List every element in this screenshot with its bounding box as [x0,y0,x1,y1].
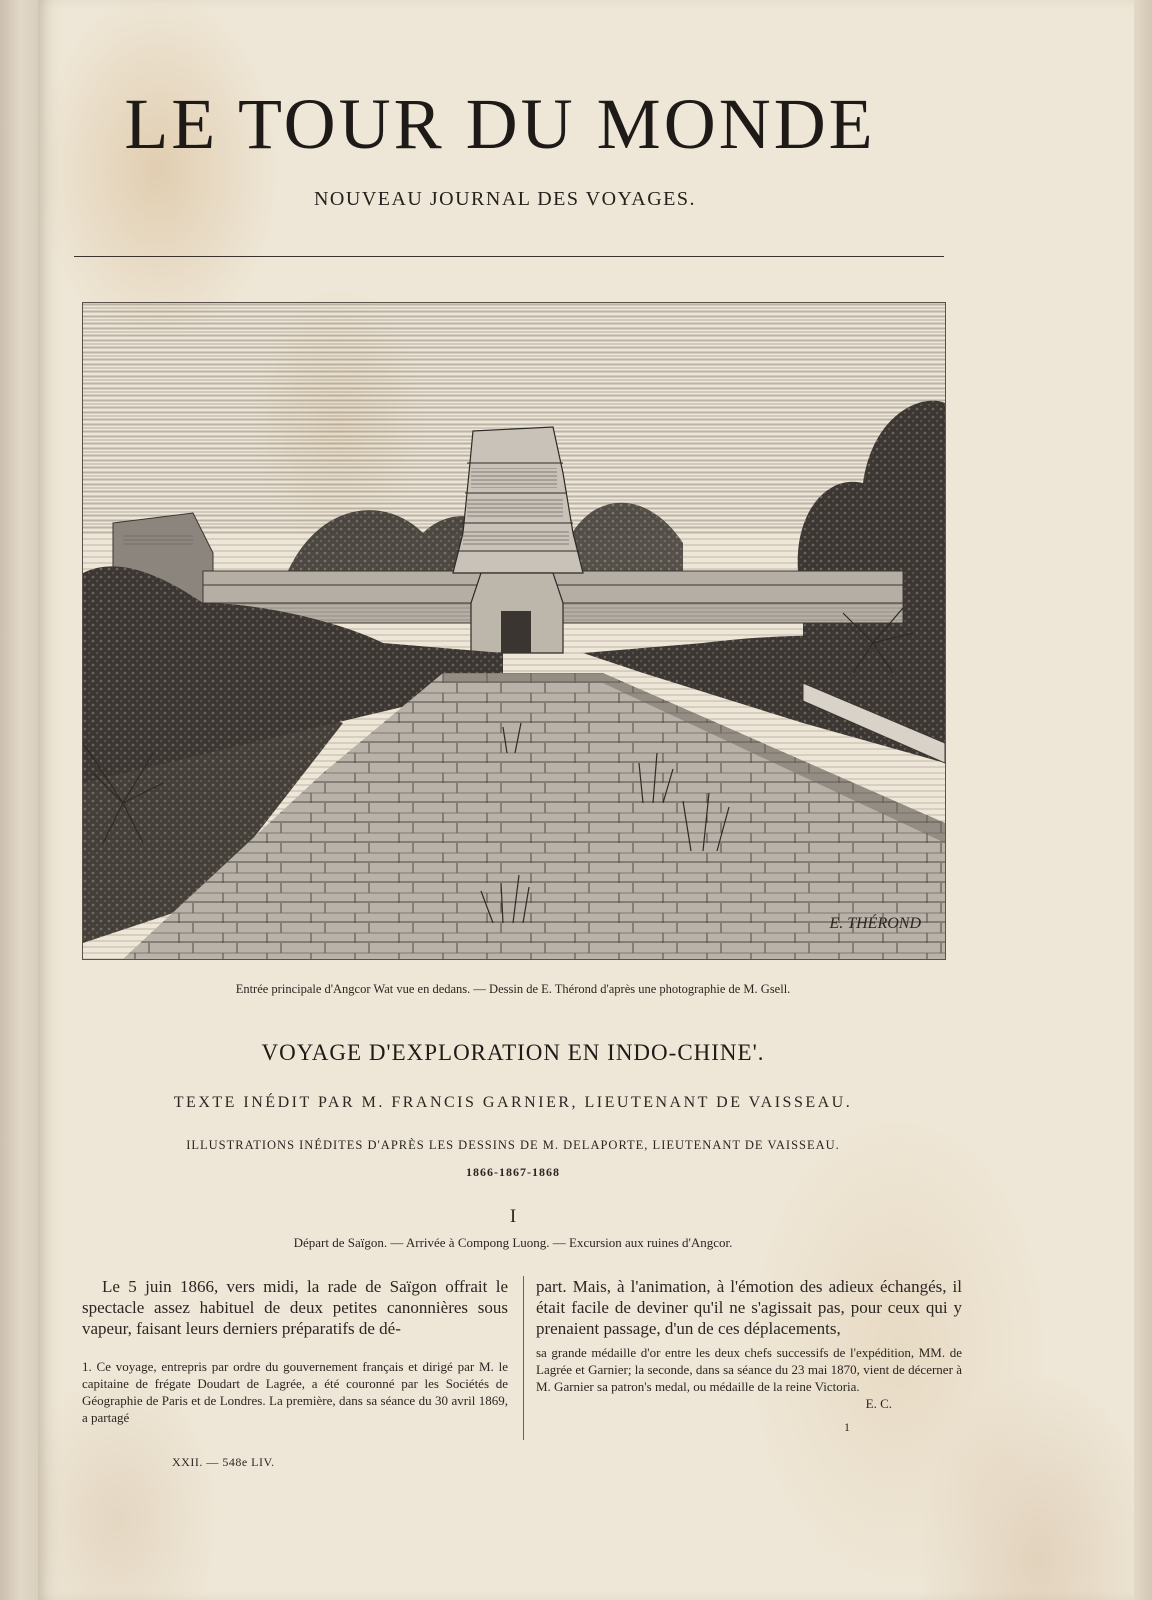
footnote-right [536,1344,962,1412]
chapter-summary: Départ de Saïgon. — Arrivée à Compong Luong. — Excursion aux ruines d'Angcor. [293,1235,733,1250]
footnote-signature: E. C. [865,1396,892,1411]
engraving-angkor-wat [82,302,946,960]
engraving-drawing [83,303,945,959]
footnote-left: 1. Ce voyage, entrepris par ordre du gouvernement français et dirigé par M. le capitaine de frégate Doudart de Lagrée, a été couronné par les Sociétés de Géographie de Paris et de Londres. La première, dans sa séance du 30 avril 1869, a partagé [82,1359,508,1425]
engraver-signature: E. THÉROND [829,915,921,932]
masthead-title: LE TOUR DU MONDE [124,84,876,164]
body-column-right [536,1276,962,1339]
engraving-caption: Entrée principale d'Angcor Wat vue en dedans. — Dessin de E. Thérond d'après une photographie de M. Gsell. [235,982,791,996]
body-text-right: part. Mais, à l'animation, à l'émotion des adieux échangés, il était facile de deviner qu'il ne s'agissait pas, pour ceux qui y prenaient passage, d'un de ces déplacements, [536,1277,962,1338]
chapter-number: I [509,1206,517,1227]
folio-mark: XXII. — 548e LIV. [172,1455,275,1469]
page-number: 1 [844,1420,850,1434]
masthead-rule [74,256,944,257]
column-divider [523,1276,524,1440]
footnote-right-text: sa grande médaille d'or entre les deux chefs successifs de l'expédition, MM. de Lagrée et Garnier; la seconde, dans sa séance du 23 mai 1870, vient de décerner à M. Garnier sa patron's medal, ou médaille de la reine Victoria. [536,1345,962,1394]
page-edge [1134,0,1152,1600]
body-text-left: Le 5 juin 1866, vers midi, la rade de Saïgon offrait le spectacle assez habituel de deux petites canonnières sous vapeur, faisant leurs derniers préparatifs de dé- [82,1277,508,1338]
body-column-left [82,1276,508,1339]
article-title: VOYAGE D'EXPLORATION EN INDO-CHINE'. [261,1040,765,1065]
expedition-years: 1866-1867-1868 [466,1165,560,1179]
masthead-subtitle: NOUVEAU JOURNAL DES VOYAGES. [313,188,696,210]
illustrations-credit: ILLUSTRATIONS INÉDITES D'APRÈS LES DESSINS DE M. DELAPORTE, LIEUTENANT DE VAISSEAU. [186,1138,840,1152]
article-byline: TEXTE INÉDIT PAR M. FRANCIS GARNIER, LIEUTENANT DE VAISSEAU. [173,1094,853,1111]
book-binding [0,0,38,1600]
